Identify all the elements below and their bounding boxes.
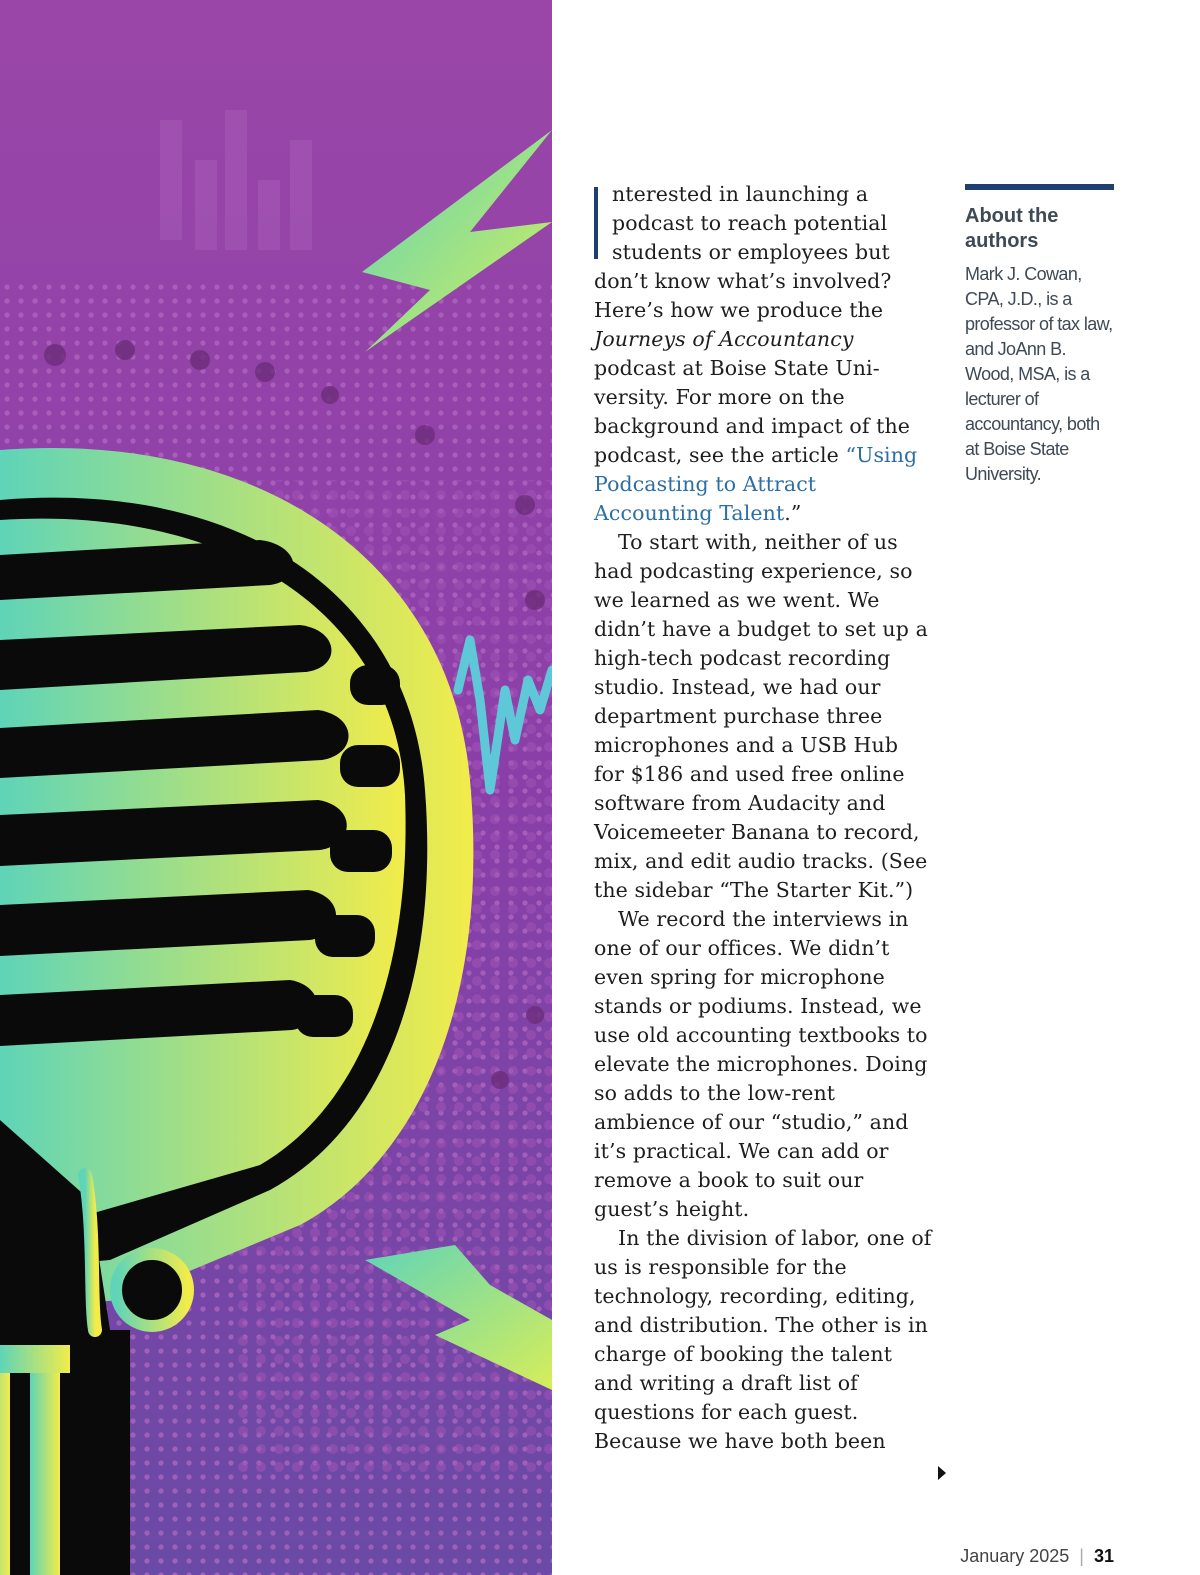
paragraph-4: In the division of labor, one of us is responsible for the technology, recording, editing, and distribution. The other is in charge of booking the talent and writing a draft list of questions for each guest. Because we have both been bbox=[594, 1226, 932, 1453]
triangle-right-icon bbox=[938, 1466, 946, 1480]
podcast-microphone-illustration bbox=[0, 0, 552, 1575]
footer-separator: | bbox=[1079, 1546, 1084, 1566]
sidebar-rule bbox=[965, 184, 1114, 190]
paragraph-3: We record the interviews in one of our offices. We didn’t even spring for microphone stands or podiums. Instead, we use old accounting textbooks to elevate the microphones. Doing so adds to the low-rent ambience of our “studio,” and it’s practical. We can add or remove a book to suit our guest’s height. bbox=[594, 907, 928, 1221]
page-footer bbox=[960, 1546, 1114, 1567]
issue-date: January 2025 bbox=[960, 1546, 1070, 1566]
drop-cap-bar bbox=[594, 187, 598, 259]
article-link[interactable]: “Using Podcasting to Attract Accounting Talent bbox=[594, 443, 918, 525]
author-bio: Mark J. Cowan, CPA, J.D., is a professor of tax law, and JoAnn B. Wood, MSA, is a lecturer of accountancy, both at Boise State University. bbox=[965, 264, 1113, 484]
sidebar-heading: About the authors bbox=[965, 205, 1059, 252]
article-body bbox=[594, 180, 934, 1456]
page-number: 31 bbox=[1093, 1546, 1114, 1566]
about-authors-sidebar bbox=[965, 184, 1115, 487]
paragraph-intro: nterested in launching a podcast to reach potential students or employees but don’t know what’s involved? Here’s how we produce the Journeys of Accountancy podcast at Boise State University. For more on the background and impact of the podcast, see the article “Using Podcasting to Attract Accounting Talent.” bbox=[594, 182, 918, 525]
podcast-title: Journeys of Accountancy bbox=[594, 327, 854, 351]
paragraph-2: To start with, neither of us had podcasting experience, so we learned as we went. We didn’t have a budget to set up a high-tech podcast recording studio. Instead, we had our department purchase three microphones and a USB Hub for $186 and used free online software from Audacity and Voicemeeter Banana to record, mix, and edit audio tracks. (See the sidebar “The Starter Kit.”) bbox=[594, 530, 928, 902]
